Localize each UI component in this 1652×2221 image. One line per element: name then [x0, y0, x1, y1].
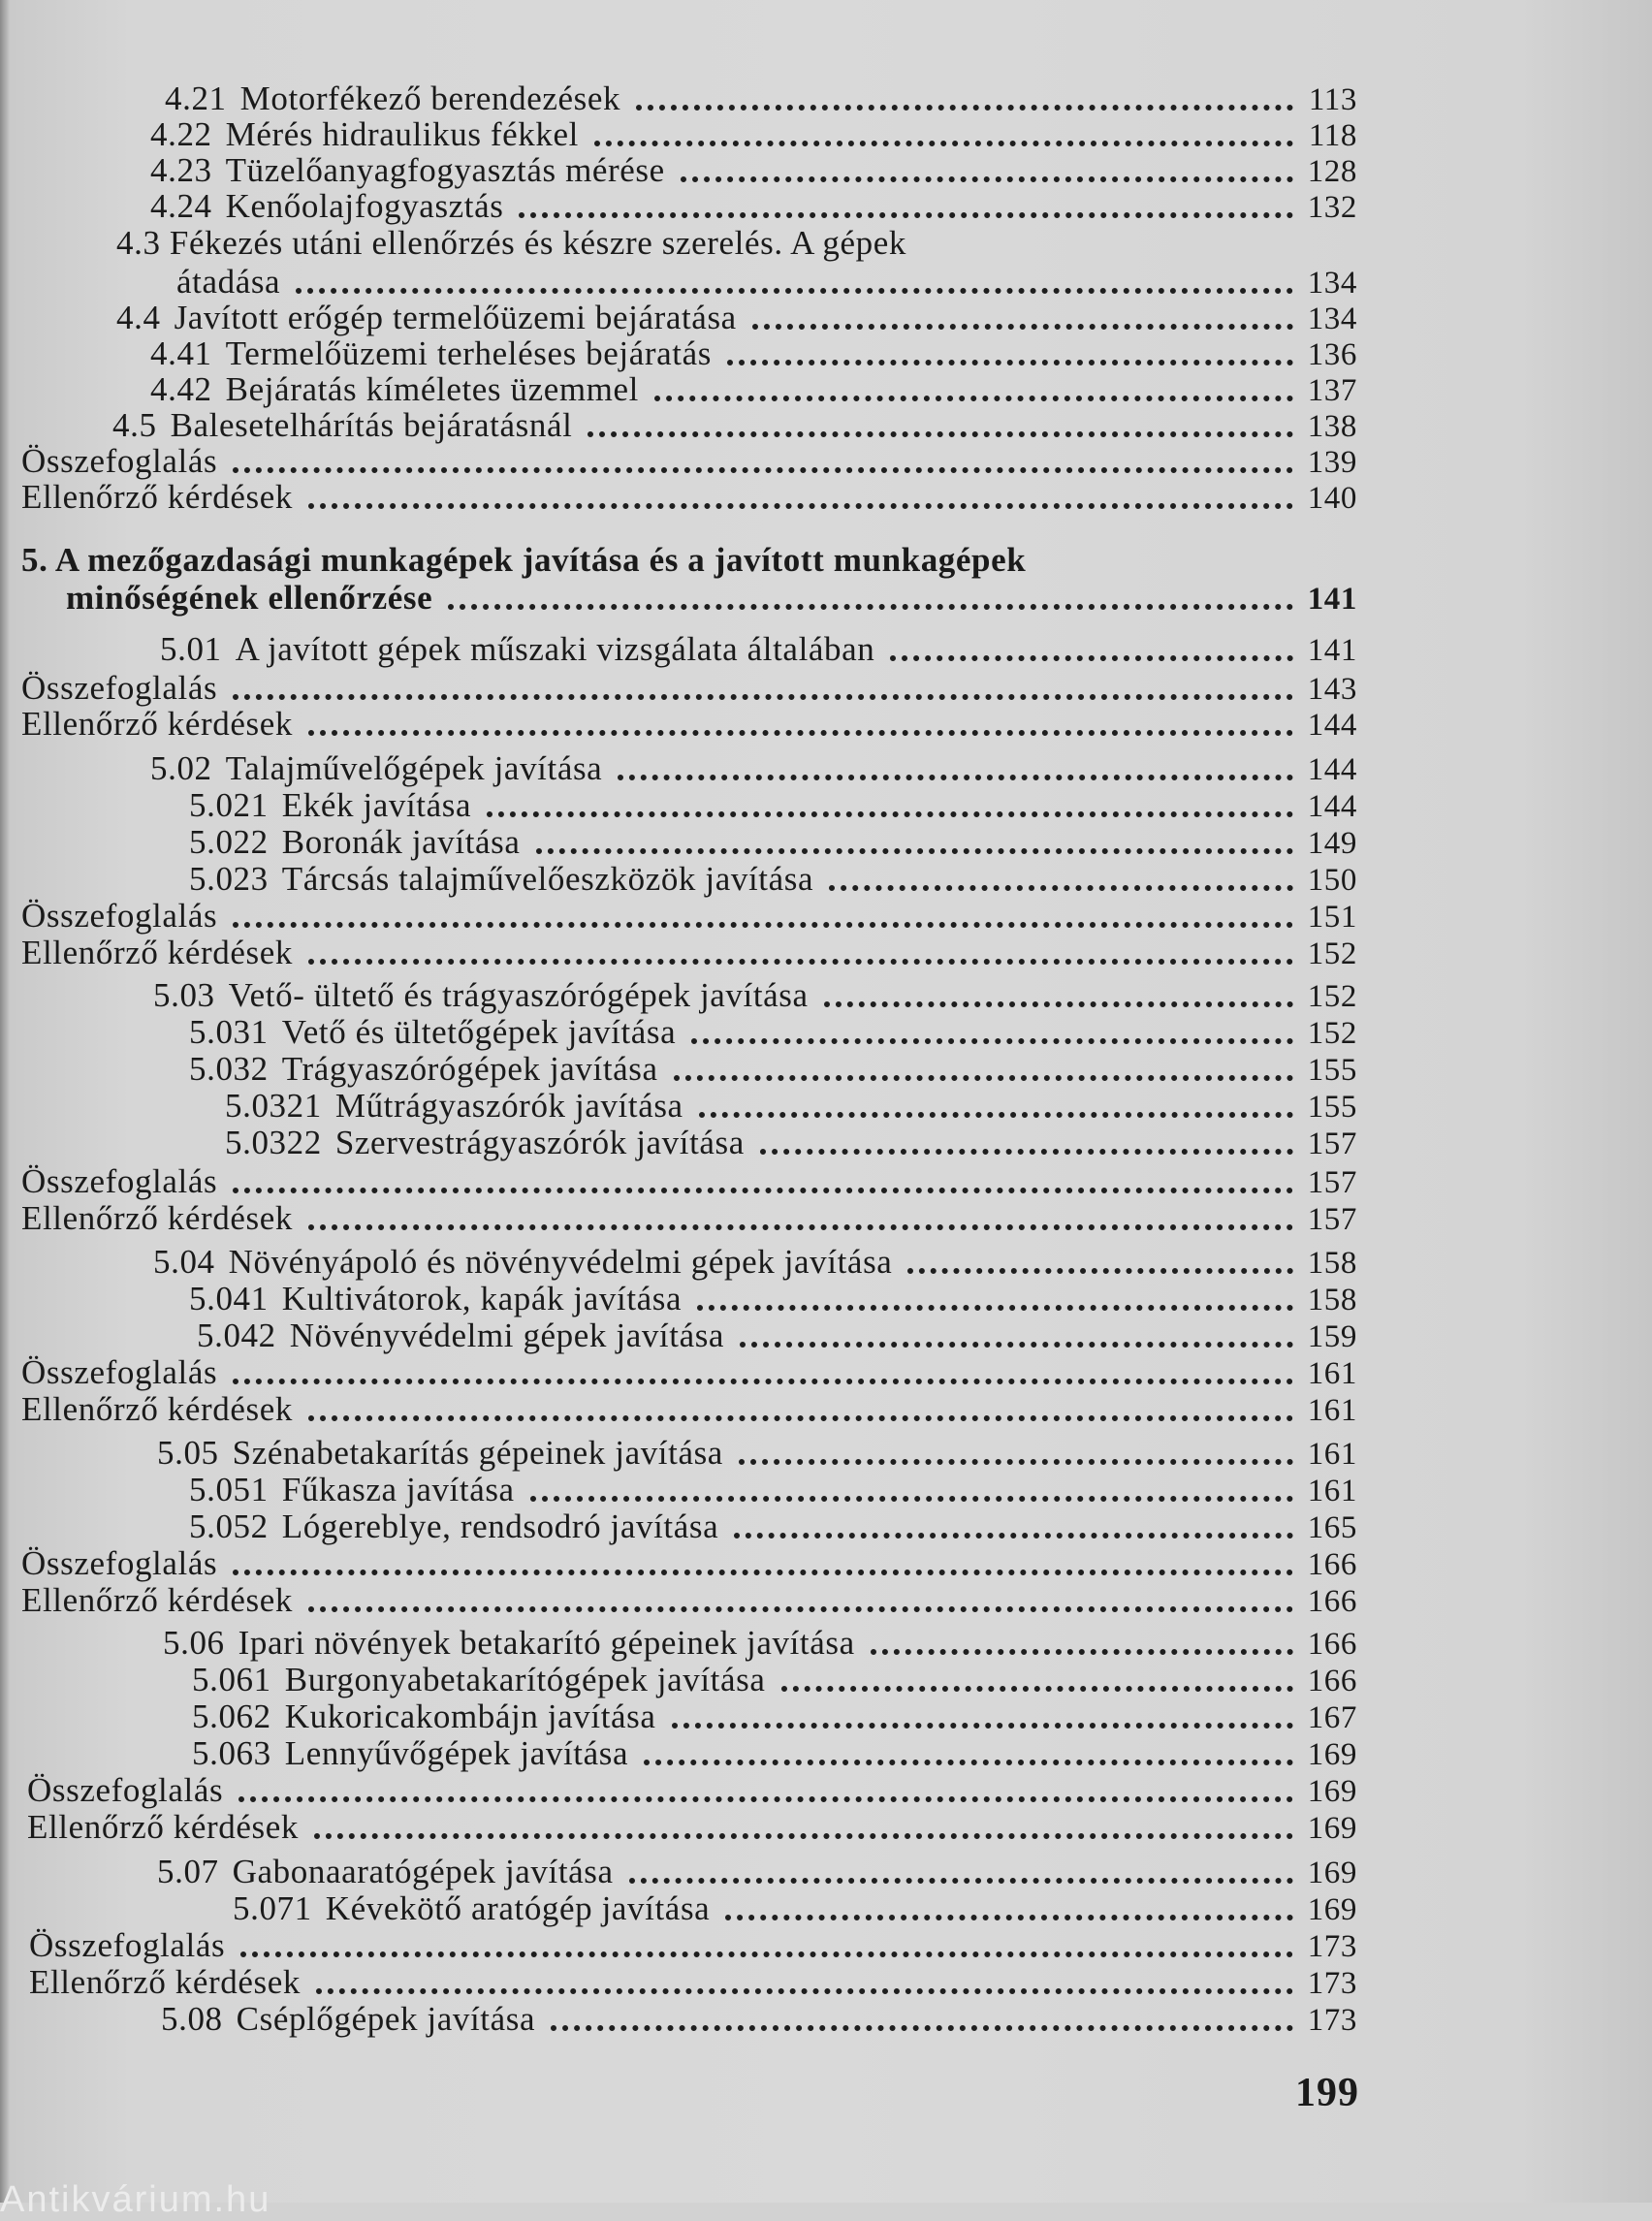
toc-entry-title: Lennyűvőgépek javítása	[284, 1734, 629, 1772]
toc-entry	[150, 334, 1357, 373]
toc-entry-number: 4.41	[150, 334, 212, 372]
toc-entry-title: Kultivátorok, kapák javítása	[281, 1280, 683, 1317]
toc-entry-title: Összefoglalás	[21, 897, 218, 935]
page-number: 199	[1295, 2071, 1359, 2115]
toc-entry-number: 4.5	[112, 406, 157, 444]
toc-entry-number: 4.23	[150, 151, 212, 189]
toc-entry	[116, 299, 1357, 337]
toc-entry	[27, 1808, 1357, 1847]
toc-entry-title: Bejáratás kíméletes üzemmel	[225, 370, 639, 408]
toc-entry-number: 5.023	[189, 860, 269, 898]
dot-leader	[824, 1001, 1293, 1007]
toc-entry	[66, 579, 1357, 618]
toc-entry-page: 157	[1307, 1126, 1357, 1161]
toc-entry-title: Fűkasza javítása	[281, 1471, 515, 1508]
toc-entry-title: Vető és ültetőgépek javítása	[281, 1013, 677, 1051]
toc-entry-page: 158	[1307, 1283, 1357, 1317]
toc-entry-title: Boronák javítása	[281, 823, 521, 861]
toc-entry	[233, 1889, 1357, 1928]
toc-entry-title: Mérés hidraulikus fékkel	[225, 115, 579, 153]
toc-entry-page: 165	[1307, 1510, 1357, 1545]
toc-entry-number: 5.03	[153, 976, 215, 1014]
toc-entry-page: 157	[1307, 1202, 1357, 1237]
dot-leader	[594, 141, 1293, 146]
toc-entry-title: Tárcsás talajművelőeszközök javítása	[281, 860, 814, 898]
toc-entry-title: Kévekötő aratógép javítása	[325, 1889, 711, 1927]
toc-entry-number: 4.3	[116, 224, 161, 262]
dot-leader	[618, 775, 1293, 780]
dot-leader	[890, 655, 1293, 661]
toc-entry-title: Összefoglalás	[29, 1926, 226, 1964]
toc-entry-title: Ellenőrző kérdések	[29, 1963, 301, 2001]
toc-entry-number: 4.22	[150, 115, 212, 153]
toc-entry	[189, 823, 1357, 862]
dot-leader	[829, 885, 1293, 891]
toc-entry-title: Cséplőgépek javítása	[236, 2000, 536, 2038]
toc-entry-page: 166	[1307, 1584, 1357, 1619]
dot-leader	[697, 1305, 1293, 1311]
toc-entry-page: 169	[1307, 1737, 1357, 1772]
toc-entry-page: 161	[1307, 1437, 1357, 1472]
dot-leader	[644, 1760, 1293, 1765]
toc-entry-title: Ellenőrző kérdések	[21, 1390, 293, 1428]
dot-leader	[781, 1686, 1294, 1692]
toc-entry-number: 5.0322	[225, 1124, 322, 1161]
toc-entry	[112, 406, 1357, 445]
dot-leader	[233, 467, 1293, 473]
toc-entry-page: 166	[1307, 1547, 1357, 1582]
toc-entry-number: 5.0321	[225, 1087, 322, 1125]
toc-entry-title: Növényvédelmi gépek javítása	[289, 1317, 725, 1354]
dot-leader	[487, 811, 1293, 817]
toc-entry-page: 132	[1307, 190, 1357, 225]
toc-entry	[21, 897, 1357, 936]
toc-entry-title: Trágyaszórógépek javítása	[281, 1050, 658, 1088]
toc-entry-page: 140	[1307, 481, 1357, 516]
toc-entry-title: Balesetelhárítás bejáratásnál	[170, 406, 573, 444]
toc-entry-page: 138	[1307, 409, 1357, 444]
toc-entry-number: 5.061	[192, 1661, 271, 1698]
toc-entry	[157, 1853, 1357, 1891]
toc-entry-number: 5.02	[150, 749, 212, 787]
toc-entry	[21, 478, 1357, 517]
toc-entry-number: 4.21	[165, 79, 227, 117]
toc-entry-title: minőségének ellenőrzése	[66, 579, 433, 617]
toc-entry-page: 158	[1307, 1246, 1357, 1281]
toc-entry	[192, 1734, 1357, 1773]
toc-entry-page: 151	[1307, 900, 1357, 935]
dot-leader	[681, 176, 1293, 182]
dot-leader	[740, 1342, 1293, 1348]
dot-leader	[233, 1379, 1293, 1384]
toc-entry	[21, 1544, 1357, 1583]
toc-entry-title: Fékezés utáni ellenőrzés és készre szerelés. A gépek	[169, 224, 906, 262]
dot-leader	[760, 1149, 1293, 1155]
toc-entry-page: 137	[1307, 373, 1357, 408]
dot-leader	[314, 1833, 1293, 1839]
toc-entry	[21, 1353, 1357, 1392]
toc-entry-title: Ellenőrző kérdések	[21, 705, 293, 743]
toc-entry	[153, 1243, 1357, 1282]
toc-entry-page: 144	[1307, 789, 1357, 824]
toc-entry	[197, 1317, 1357, 1355]
chapter-heading	[21, 541, 1026, 580]
toc-entry-number: 5.041	[189, 1280, 269, 1317]
dot-leader	[654, 396, 1293, 401]
toc-entry-number: 5.08	[161, 2000, 223, 2038]
toc-entry-title: Összefoglalás	[21, 1544, 218, 1582]
toc-entry-page: 149	[1307, 826, 1357, 861]
dot-leader	[296, 288, 1293, 294]
toc-entry-title: Kenőolajfogyasztás	[225, 187, 504, 225]
toc-entry-page: 150	[1307, 863, 1357, 898]
toc-entry	[153, 976, 1357, 1015]
toc-entry-number: 5.052	[189, 1507, 269, 1545]
toc-entry-number: 5.051	[189, 1471, 269, 1508]
toc-entry	[21, 705, 1357, 744]
toc-entry	[192, 1697, 1357, 1736]
toc-entry-page: 167	[1307, 1700, 1357, 1735]
toc-entry	[21, 1199, 1357, 1238]
toc-entry-page: 166	[1307, 1627, 1357, 1662]
toc-entry	[225, 1087, 1357, 1126]
toc-entry-title: Ellenőrző kérdések	[21, 1199, 293, 1237]
toc-entry-title: Motorfékező berendezések	[239, 79, 621, 117]
dot-leader	[551, 2025, 1293, 2031]
toc-entry-title: Lógereblye, rendsodró javítása	[281, 1507, 719, 1545]
dot-leader	[308, 1606, 1293, 1612]
toc-entry-number: 5.062	[192, 1697, 271, 1735]
toc-entry-page: 139	[1307, 445, 1357, 480]
toc-entry-number: 5.042	[197, 1317, 276, 1354]
toc-entry	[189, 786, 1357, 825]
toc-entry-number: 4.4	[116, 299, 161, 336]
dot-leader	[308, 503, 1293, 509]
dot-leader	[238, 1796, 1293, 1802]
dot-leader	[629, 1878, 1293, 1884]
dot-leader	[308, 959, 1293, 965]
toc-entry-page: 159	[1307, 1319, 1357, 1354]
toc-entry	[225, 1124, 1357, 1162]
toc-entry-page: 134	[1307, 266, 1357, 301]
toc-entry-page: 161	[1307, 1393, 1357, 1428]
toc-entry-number: 4.42	[150, 370, 212, 408]
toc-entry-title: Összefoglalás	[21, 1162, 218, 1200]
toc-entry	[189, 1507, 1357, 1546]
dot-leader	[691, 1038, 1293, 1044]
toc-entry-title: Burgonyabetakarítógépek javítása	[284, 1661, 766, 1698]
toc-entry-title: Összefoglalás	[27, 1771, 224, 1809]
toc-entry	[192, 1661, 1357, 1699]
toc-entry-page: 157	[1307, 1165, 1357, 1200]
toc-entry	[189, 1013, 1357, 1052]
dot-leader	[536, 848, 1293, 854]
dot-leader	[588, 431, 1293, 437]
toc-entry-number: 5.01	[160, 630, 222, 668]
toc-entry-page: 169	[1307, 1811, 1357, 1846]
dot-leader	[316, 1988, 1293, 1994]
dot-leader	[734, 1533, 1293, 1539]
dot-leader	[448, 604, 1293, 610]
toc-entry-page: 161	[1307, 1356, 1357, 1391]
toc-entry	[189, 1050, 1357, 1089]
toc-entry	[29, 1963, 1357, 2002]
dot-leader	[752, 324, 1293, 330]
toc-entry	[165, 79, 1357, 118]
toc-entry-page: 155	[1307, 1053, 1357, 1088]
toc-entry-title: átadása	[176, 263, 281, 301]
toc-entry	[21, 1390, 1357, 1429]
toc-entry	[21, 1162, 1357, 1201]
toc-entry-title: Ekék javítása	[281, 786, 472, 824]
dot-leader	[871, 1649, 1293, 1655]
toc-entry-multiline-start	[116, 224, 906, 263]
toc-entry-number: 5.07	[157, 1853, 219, 1890]
toc-entry-title: Ipari növények betakarító gépeinek javítása	[238, 1624, 855, 1662]
toc-entry-title: Összefoglalás	[21, 1353, 218, 1391]
toc-entry-page: 144	[1307, 708, 1357, 743]
toc-entry-page: 155	[1307, 1090, 1357, 1125]
toc-entry-number: 5.06	[163, 1624, 225, 1662]
toc-entry	[21, 442, 1357, 481]
dot-leader	[233, 1570, 1293, 1575]
toc-entry	[163, 1624, 1357, 1663]
toc-entry-number: 5.	[21, 541, 48, 579]
toc-entry-page: 173	[1307, 1929, 1357, 1964]
toc-entry	[21, 934, 1357, 972]
toc-entry-page: 136	[1307, 337, 1357, 372]
toc-entry-page: 128	[1307, 154, 1357, 189]
toc-entry-number: 5.022	[189, 823, 269, 861]
toc-entry-page: 134	[1307, 301, 1357, 336]
toc-entry-title: Ellenőrző kérdések	[21, 478, 293, 516]
watermark: Antikvárium.hu	[0, 2179, 271, 2220]
toc-entry-page: 169	[1307, 1774, 1357, 1809]
toc-entry-page: 152	[1307, 936, 1357, 971]
toc-entry-title: Szénabetakarítás gépeinek javítása	[232, 1434, 723, 1472]
toc-entry	[150, 151, 1357, 190]
toc-entry-page: 169	[1307, 1856, 1357, 1890]
toc-entry-number: 5.071	[233, 1889, 312, 1927]
toc-entry-page: 141	[1307, 582, 1357, 617]
toc-entry-title: Gabonaaratógépek javítása	[232, 1853, 614, 1890]
toc-entry-title: Ellenőrző kérdések	[27, 1808, 299, 1846]
toc-entry	[21, 669, 1357, 708]
toc-entry-page: 141	[1307, 633, 1357, 668]
toc-entry-title: Összefoglalás	[21, 669, 218, 707]
toc-entry-title: Talajművelőgépek javítása	[225, 749, 603, 787]
toc-entry-title: A mezőgazdasági munkagépek javítása és a javított munkagépek	[54, 541, 1027, 579]
toc-entry	[21, 1581, 1357, 1620]
dot-leader	[739, 1459, 1293, 1465]
toc-entry-page: 118	[1308, 118, 1357, 153]
toc-entry-title: Ellenőrző kérdések	[21, 934, 293, 971]
dot-leader	[727, 360, 1293, 365]
dot-leader	[530, 1496, 1293, 1502]
dot-leader	[240, 1951, 1293, 1957]
toc-entry	[160, 630, 1357, 669]
toc-entry-page: 173	[1307, 2003, 1357, 2038]
dot-leader	[233, 694, 1293, 700]
toc-entry-title: Vető- ültető és trágyaszórógépek javítása	[228, 976, 809, 1014]
dot-leader	[907, 1268, 1293, 1274]
dot-leader	[725, 1915, 1293, 1920]
toc-entry-page: 169	[1307, 1892, 1357, 1927]
toc-entry-page: 173	[1307, 1966, 1357, 2001]
toc-entry-title: Tüzelőanyagfogyasztás mérése	[225, 151, 665, 189]
toc-entry-page: 161	[1307, 1474, 1357, 1508]
toc-entry	[150, 187, 1357, 226]
dot-leader	[233, 922, 1293, 928]
toc-entry	[189, 1280, 1357, 1318]
toc-entry-page: 166	[1307, 1664, 1357, 1698]
dot-leader	[308, 1415, 1293, 1421]
dot-leader	[674, 1075, 1293, 1081]
dot-leader	[308, 730, 1293, 736]
toc-entry-number: 5.031	[189, 1013, 269, 1051]
toc-entry-number: 5.021	[189, 786, 269, 824]
toc-entry	[27, 1771, 1357, 1810]
toc-entry-page: 143	[1307, 672, 1357, 707]
toc-entry	[189, 860, 1357, 899]
toc-entry	[157, 1434, 1357, 1473]
toc-entry-page: 113	[1308, 82, 1357, 117]
toc-entry	[161, 2000, 1357, 2039]
dot-leader	[636, 105, 1293, 111]
toc-entry-number: 5.063	[192, 1734, 271, 1772]
toc-entry-number: 4.24	[150, 187, 212, 225]
toc-entry-title: Műtrágyaszórók javítása	[334, 1087, 683, 1125]
toc-entry-page: 152	[1307, 1016, 1357, 1051]
dot-leader	[233, 1188, 1293, 1193]
toc-entry-title: Termelőüzemi terheléses bejáratás	[225, 334, 712, 372]
dot-leader	[308, 1224, 1293, 1230]
toc-entry	[150, 370, 1357, 409]
toc-entry-title: Szervestrágyaszórók javítása	[334, 1124, 745, 1161]
toc-entry-title: Javított erőgép termelőüzemi bejáratása	[174, 299, 737, 336]
toc-entry-title: Ellenőrző kérdések	[21, 1581, 293, 1619]
toc-entry-title: Összefoglalás	[21, 442, 218, 480]
dot-leader	[699, 1112, 1293, 1118]
toc-entry	[176, 263, 1357, 301]
toc-entry-title: Kukoricakombájn javítása	[284, 1697, 656, 1735]
toc-entry-page: 152	[1307, 979, 1357, 1014]
dot-leader	[672, 1723, 1293, 1729]
toc-entry	[189, 1471, 1357, 1509]
toc-entry-title: Növényápoló és növényvédelmi gépek javítása	[228, 1243, 893, 1281]
toc-entry-number: 5.05	[157, 1434, 219, 1472]
dot-leader	[519, 212, 1293, 218]
toc-entry-title: A javított gépek műszaki vizsgálata általában	[235, 630, 875, 668]
toc-entry	[150, 749, 1357, 788]
toc-entry-page: 144	[1307, 752, 1357, 787]
toc-entry	[150, 115, 1357, 154]
toc-entry-number: 5.032	[189, 1050, 269, 1088]
toc-entry-number: 5.04	[153, 1243, 215, 1281]
toc-entry	[29, 1926, 1357, 1965]
